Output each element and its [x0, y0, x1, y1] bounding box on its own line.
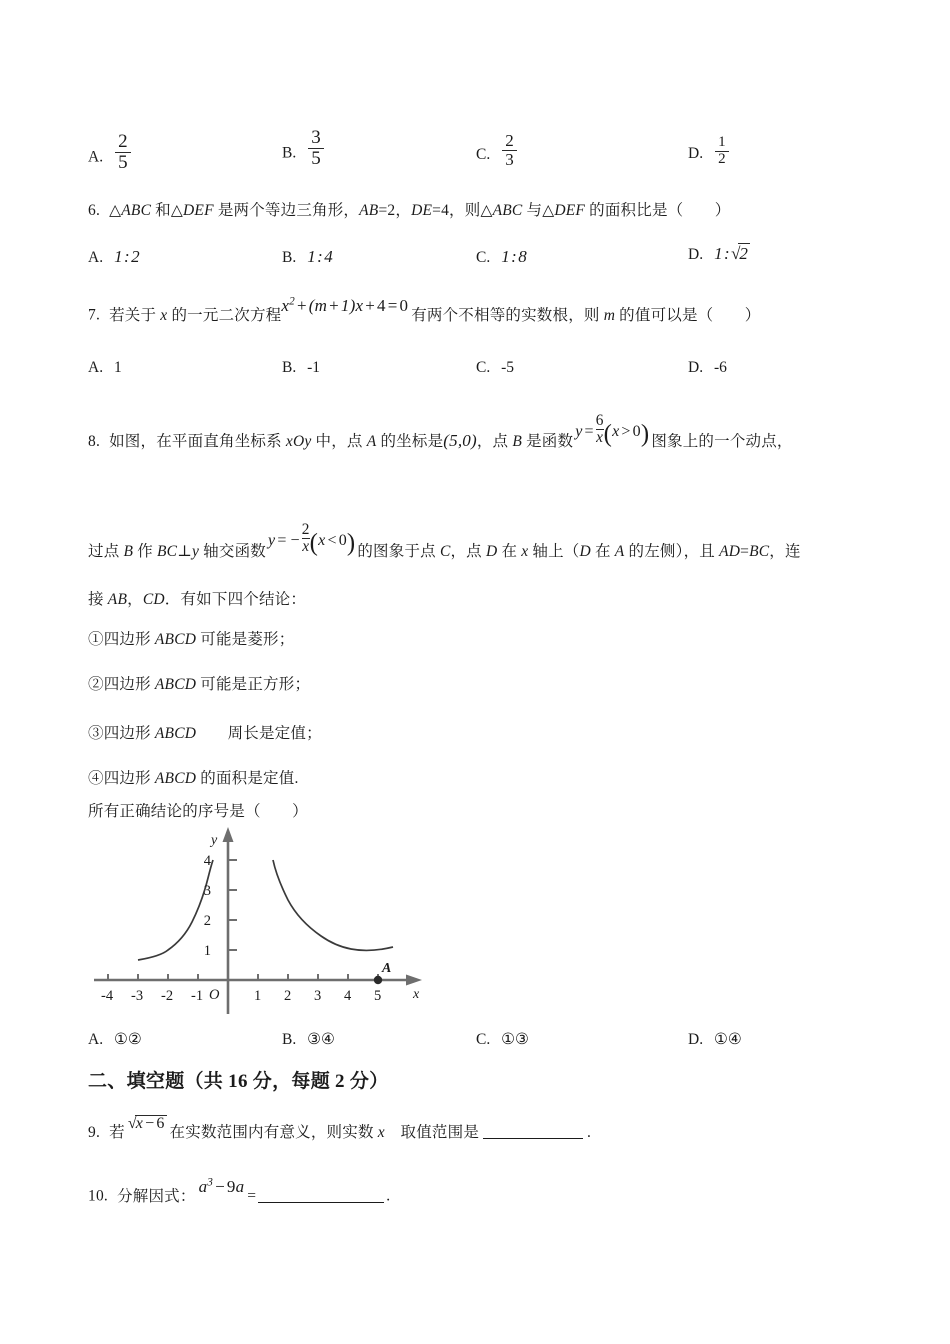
fraction-6-over-x: $\frac{6}{x}$: [595, 412, 604, 447]
x-tick-label-4: 4: [344, 988, 352, 1004]
q8-option-a-value: ①②: [113, 1031, 142, 1048]
question8-line1-after: 图象上的一个动点，: [651, 432, 793, 450]
q6-option-a-label: A.: [88, 249, 104, 266]
q6-option-d[interactable]: [688, 243, 750, 264]
question8-line2-after: 的图象于点 C，点 D 在 x 轴上（D 在 A 的左侧），且 AD=BC，连: [357, 542, 801, 560]
axes: [94, 827, 422, 1014]
q5-option-c-label: C.: [476, 146, 491, 164]
question7-stem: [88, 295, 761, 324]
q7-option-d-label: D.: [688, 359, 704, 376]
sqrt-icon: √x − 6: [127, 1115, 165, 1132]
question6-stem-text: △ABC 和△DEF 是两个等边三角形，AB=2，DE=4，则△ABC 与△DEF 的面积比是（ ）: [109, 202, 731, 219]
q5-option-a[interactable]: [88, 132, 131, 173]
question9-answer-blank[interactable]: [483, 1124, 583, 1139]
section2-heading: [88, 1066, 389, 1093]
q7-option-c-value: -5: [501, 359, 515, 376]
y-tick-label-1: 1: [203, 943, 211, 959]
q5-d-numerator: 1: [718, 134, 726, 150]
question6-stem: [88, 203, 730, 219]
q5-option-c[interactable]: [476, 132, 517, 169]
question7-equation: $x^2 + (m + 1)x + 4 = 0$: [281, 295, 409, 315]
conclusion-2-text: ②四边形 ABCD 可能是正方形；: [88, 676, 311, 693]
question9-radical: [128, 1115, 167, 1132]
question9-text-after: 在实数范围内有意义，则实数 x 取值范围是: [169, 1124, 480, 1141]
q8-option-b[interactable]: [282, 1030, 335, 1049]
q5-a-denominator: 5: [115, 152, 131, 173]
x-tick-label--3: -3: [131, 988, 144, 1004]
q5-b-numerator: 3: [311, 127, 321, 148]
section2-heading-text: 二、填空题（共 16 分，每题 2 分）: [88, 1071, 389, 1092]
q8-option-c-label: C.: [476, 1031, 491, 1048]
question8-number: 8.: [88, 432, 101, 450]
question8-final-prompt-text: 所有正确结论的序号是（ ）: [88, 803, 308, 820]
graph-labels: [101, 833, 420, 1004]
question8-line3: [88, 592, 306, 608]
point-a-label: A: [382, 961, 392, 976]
question10-number: 10.: [88, 1187, 108, 1205]
q5-option-a-fraction: [115, 132, 131, 173]
conclusion-3-text: ③四边形 ABCD 周长是定值；: [88, 725, 322, 742]
q7-option-d[interactable]: [688, 359, 727, 377]
q7-option-b-label: B.: [282, 359, 297, 376]
q8-option-b-value: ③④: [307, 1031, 335, 1048]
q5-option-b-label: B.: [282, 144, 297, 162]
q5-option-d[interactable]: [688, 135, 729, 168]
question8-line3-text: 接 AB，CD．有如下四个结论：: [88, 591, 307, 608]
question8-conclusion-2: [88, 677, 310, 693]
question8-options-row: [88, 1030, 878, 1060]
question8-conclusion-3: [88, 726, 322, 742]
y-axis-label: y: [211, 833, 218, 848]
q5-option-c-fraction: [502, 132, 517, 169]
question6-options-row: [88, 240, 878, 272]
y-axis-ticks: [228, 860, 237, 950]
q5-a-numerator: 2: [118, 131, 128, 152]
q8-option-c[interactable]: [476, 1030, 529, 1049]
sqrt-icon: √2: [731, 244, 748, 263]
question10-period: .: [386, 1187, 391, 1205]
q8-option-b-label: B.: [282, 1031, 297, 1048]
x-axis-label: x: [413, 987, 420, 1002]
curve-right-branch: [273, 860, 393, 950]
q5-option-a-label: A.: [88, 148, 104, 166]
q7-option-a-value: 1: [113, 359, 122, 376]
question7-text-before: 若关于 x 的一元二次方程: [109, 306, 282, 324]
q6-option-b-label: B.: [282, 249, 297, 266]
x-tick-label-1: 1: [254, 988, 262, 1004]
fraction-neg-2-over-x: $\frac{2}{x}$: [301, 521, 310, 556]
question7-text-after: 有两个不相等的实数根，则 m 的值可以是（ ）: [411, 306, 761, 324]
q7-option-b-value: -1: [307, 359, 321, 376]
q8-option-a[interactable]: [88, 1030, 142, 1049]
hyperbola-graph: [80, 822, 430, 1022]
y-tick-label-3: 3: [203, 883, 211, 899]
question8-final-prompt: [88, 804, 308, 820]
question9-text-before: 若: [109, 1124, 125, 1141]
q5-b-denominator: 5: [308, 148, 324, 169]
curve-left-branch: [138, 860, 213, 960]
question9-number: 9.: [88, 1124, 101, 1141]
question10-text-before: 分解因式：: [117, 1187, 196, 1205]
q7-option-a[interactable]: [88, 359, 122, 377]
y-tick-label-2: 2: [203, 913, 211, 929]
point-a-marker: [374, 976, 382, 984]
graph-svg: [80, 822, 430, 1022]
q6-option-c[interactable]: [476, 247, 527, 267]
x-tick-label--2: -2: [161, 988, 174, 1004]
x-tick-label--1: -1: [191, 988, 204, 1004]
question8-conclusion-1: [88, 632, 294, 648]
q6-option-a[interactable]: [88, 247, 140, 267]
q7-option-c[interactable]: [476, 359, 514, 377]
q8-option-c-value: ①③: [501, 1031, 529, 1048]
x-tick-label-2: 2: [284, 988, 292, 1004]
q5-option-b-fraction: [308, 128, 324, 169]
q5-option-d-label: D.: [688, 145, 704, 163]
question7-number: 7.: [88, 306, 101, 324]
q7-option-d-value: -6: [713, 359, 727, 376]
q8-option-d-label: D.: [688, 1031, 704, 1048]
q8-option-d[interactable]: [688, 1030, 742, 1049]
q8-option-a-label: A.: [88, 1031, 104, 1048]
question10-equals: =: [247, 1187, 257, 1205]
conclusion-1-text: ①四边形 ABCD 可能是菱形；: [88, 631, 295, 648]
q6-option-d-label: D.: [688, 246, 704, 263]
q7-option-c-label: C.: [476, 359, 491, 376]
question9-period: .: [587, 1124, 592, 1141]
q5-c-numerator: 2: [505, 131, 514, 150]
question8-line2: [88, 521, 801, 567]
x-tick-label-3: 3: [314, 988, 322, 1004]
question8-line1-before: 如图，在平面直角坐标系 xOy 中，点 A 的坐标是: [109, 432, 444, 450]
q6-option-c-value: 1 : 8: [501, 247, 527, 266]
q6-option-c-label: C.: [476, 249, 491, 266]
question7-options-row: [88, 357, 878, 387]
origin-label: O: [209, 987, 220, 1003]
y-tick-label-4: 4: [203, 853, 211, 869]
question10-expression: $a^3 - 9a$: [198, 1176, 245, 1196]
question8-conclusion-4: [88, 771, 299, 787]
question8-function-2: y = − $\frac{2}{x}$ (x < 0): [268, 521, 356, 557]
question10: [88, 1176, 391, 1205]
x-tick-label--4: -4: [101, 988, 114, 1004]
conclusion-4-text: ④四边形 ABCD 的面积是定值.: [88, 770, 299, 787]
q6-option-d-value: 1 : √2: [714, 244, 748, 263]
question8-point-a-coord: (5,0): [443, 430, 477, 450]
q8-option-d-value: ①④: [713, 1031, 742, 1048]
question8-function-1: y = $\frac{6}{x}$ (x > 0): [575, 412, 650, 448]
question8-line1: [88, 412, 793, 457]
question8-line2-before: 过点 B 作 BC⊥y 轴交函数: [88, 542, 266, 560]
question10-answer-blank[interactable]: [258, 1188, 384, 1203]
q5-d-denominator: 2: [715, 151, 729, 168]
q6-option-a-value: 1 : 2: [114, 247, 140, 266]
q7-option-b[interactable]: [282, 359, 320, 377]
q5-option-d-fraction: [715, 135, 729, 168]
question9: [88, 1115, 592, 1141]
q5-option-b[interactable]: [282, 128, 324, 169]
q5-c-denominator: 3: [502, 150, 517, 169]
q7-option-a-label: A.: [88, 359, 104, 376]
q6-option-b[interactable]: [282, 247, 333, 267]
question8-line1-middle: ，点 B 是函数: [476, 432, 574, 450]
question6-number: 6.: [88, 202, 101, 219]
x-tick-label-5: 5: [374, 988, 382, 1004]
q6-option-b-value: 1 : 4: [307, 247, 333, 266]
question5-options-row: [88, 108, 878, 174]
